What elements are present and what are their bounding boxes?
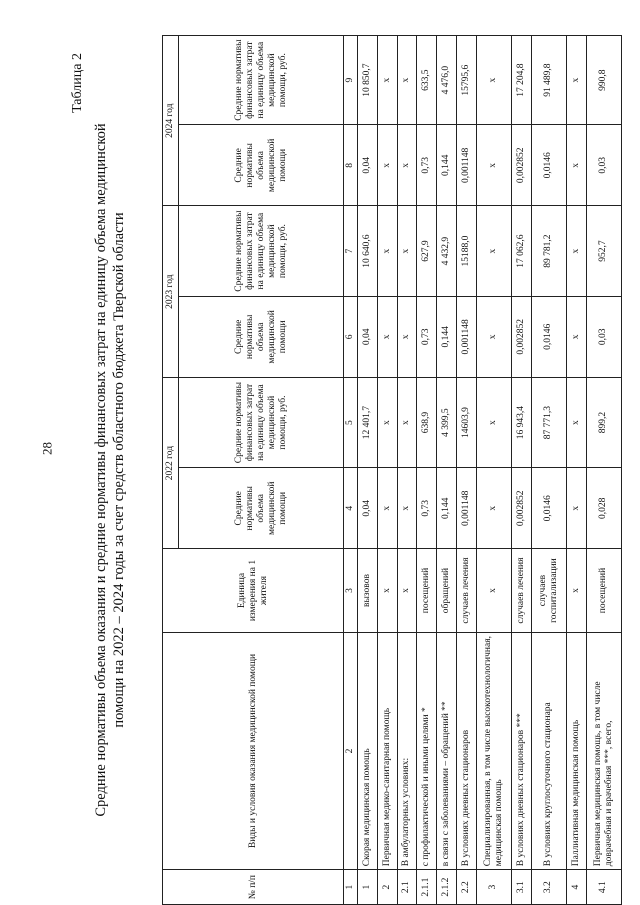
row-name: В условиях дневных стационаров ***: [511, 632, 531, 870]
table-row: [531, 36, 566, 905]
cost-2024: 633,5: [417, 36, 437, 125]
table-title-line-2: помощи на 2022 – 2024 годы за счет средств областного бюджета Тверской области: [111, 212, 127, 728]
volume-2022: х: [377, 468, 397, 549]
cost-2022: 14603,9: [456, 377, 476, 467]
cost-2023: 10 640,6: [358, 206, 378, 296]
column-index: 7: [344, 206, 358, 296]
norms-table: [162, 35, 622, 905]
table-row: [358, 36, 378, 905]
row-name: с профилактической и иными целями *: [417, 632, 437, 870]
column-index: 5: [344, 377, 358, 467]
table-row: [566, 36, 586, 905]
volume-2022: х: [566, 468, 586, 549]
volume-2023: х: [397, 296, 417, 377]
row-number: 4: [566, 870, 586, 905]
volume-2022: 0,04: [358, 468, 378, 549]
cost-2024: 10 850,7: [358, 36, 378, 125]
cost-2022: 899,2: [586, 377, 621, 467]
volume-2023: х: [377, 296, 397, 377]
row-number: 2: [377, 870, 397, 905]
volume-2024: 0,73: [417, 125, 437, 206]
row-number: 2.1: [397, 870, 417, 905]
column-index: 4: [344, 468, 358, 549]
cost-2024: х: [377, 36, 397, 125]
table-label: Таблица 2: [70, 53, 85, 113]
row-unit: х: [377, 549, 397, 632]
header-volume-2024: Средние нормативы объема медицинской помощи: [179, 125, 344, 206]
row-name: Первичная медицинская помощь, в том числе доврачебная и врачебная ***, всего,: [586, 632, 621, 870]
header-year-2023: 2023 год: [163, 206, 179, 377]
cost-2023: 4 432,9: [437, 206, 457, 296]
cost-2023: х: [397, 206, 417, 296]
cost-2024: 91 489,8: [531, 36, 566, 125]
row-unit: обращений: [437, 549, 457, 632]
header-num: № п/п: [163, 870, 344, 905]
table-row: [586, 36, 621, 905]
cost-2023: х: [377, 206, 397, 296]
cost-2024: х: [476, 36, 511, 125]
column-index: 3: [344, 549, 358, 632]
header-cost-2023: Средние нормативы финансовых затрат на единицу объема медицинской помощи, руб.: [179, 206, 344, 296]
rotated-page-content: [70, 35, 630, 905]
column-index: 8: [344, 125, 358, 206]
volume-2024: х: [377, 125, 397, 206]
row-unit: х: [476, 549, 511, 632]
row-unit: случаев лечения: [456, 549, 476, 632]
cost-2024: х: [566, 36, 586, 125]
row-number: 1: [358, 870, 378, 905]
table-row: [476, 36, 511, 905]
cost-2022: 12 401,7: [358, 377, 378, 467]
column-index-row: [344, 36, 358, 905]
row-number: 2.2: [456, 870, 476, 905]
table-row: [437, 36, 457, 905]
cost-2022: 4 399,5: [437, 377, 457, 467]
volume-2022: 0,0146: [531, 468, 566, 549]
row-unit: посещений: [586, 549, 621, 632]
header-cost-2022: Средние нормативы финансовых затрат на единицу объема медицинской помощи, руб.: [179, 377, 344, 467]
cost-2022: 638,9: [417, 377, 437, 467]
cost-2022: х: [397, 377, 417, 467]
volume-2024: 0,0146: [531, 125, 566, 206]
cost-2023: х: [476, 206, 511, 296]
row-name: в связи с заболеваниями – обращений **: [437, 632, 457, 870]
volume-2022: х: [476, 468, 511, 549]
header-unit: Единица измерения на 1 жителя: [163, 549, 344, 632]
volume-2023: х: [476, 296, 511, 377]
volume-2023: 0,144: [437, 296, 457, 377]
volume-2022: 0,144: [437, 468, 457, 549]
cost-2022: х: [566, 377, 586, 467]
volume-2024: 0,002852: [511, 125, 531, 206]
cost-2022: 16 943,4: [511, 377, 531, 467]
table-row: [397, 36, 417, 905]
row-number: 3.2: [531, 870, 566, 905]
volume-2023: х: [566, 296, 586, 377]
column-index: 1: [344, 870, 358, 905]
row-name: В условиях дневных стационаров: [456, 632, 476, 870]
cost-2023: 952,7: [586, 206, 621, 296]
row-unit: случаев лечения: [511, 549, 531, 632]
volume-2024: х: [397, 125, 417, 206]
header-volume-2022: Средние нормативы объема медицинской помощи: [179, 468, 344, 549]
cost-2024: 990,8: [586, 36, 621, 125]
cost-2024: 4 476,0: [437, 36, 457, 125]
table-row: [511, 36, 531, 905]
header-year-2022: 2022 год: [163, 377, 179, 548]
table-row: [417, 36, 437, 905]
table-title-line-1: Средние нормативы объема оказания и средние нормативы финансовых затрат на единицу объема медицинской: [93, 123, 109, 817]
row-number: 3: [476, 870, 511, 905]
volume-2023: 0,001148: [456, 296, 476, 377]
volume-2023: 0,0146: [531, 296, 566, 377]
table-body: [358, 36, 622, 905]
cost-2023: 627,9: [417, 206, 437, 296]
volume-2022: 0,001148: [456, 468, 476, 549]
volume-2024: 0,03: [586, 125, 621, 206]
cost-2023: 15188,0: [456, 206, 476, 296]
row-unit: х: [397, 549, 417, 632]
cost-2023: 17 062,6: [511, 206, 531, 296]
table-row: [456, 36, 476, 905]
row-unit: посещений: [417, 549, 437, 632]
cost-2024: 17 204,8: [511, 36, 531, 125]
row-unit: х: [566, 549, 586, 632]
table-title: [92, 55, 128, 885]
volume-2022: 0,002852: [511, 468, 531, 549]
row-number: 4.1: [586, 870, 621, 905]
column-index: 6: [344, 296, 358, 377]
volume-2024: 0,144: [437, 125, 457, 206]
row-name: В условиях круглосуточного стационара: [531, 632, 566, 870]
row-name: Скорая медицинская помощь: [358, 632, 378, 870]
volume-2024: 0,04: [358, 125, 378, 206]
volume-2022: х: [397, 468, 417, 549]
row-number: 2.1.1: [417, 870, 437, 905]
cost-2024: 15795,6: [456, 36, 476, 125]
header-name: Виды и условия оказания медицинской помощи: [163, 632, 344, 870]
column-index: 2: [344, 632, 358, 870]
volume-2023: 0,002852: [511, 296, 531, 377]
header-volume-2023: Средние нормативы объема медицинской помощи: [179, 296, 344, 377]
row-unit: случаев госпитализации: [531, 549, 566, 632]
volume-2023: 0,03: [586, 296, 621, 377]
cost-2022: х: [476, 377, 511, 467]
header-cost-2024: Средние нормативы финансовых затрат на единицу объема медицинской помощи, руб.: [179, 36, 344, 125]
row-number: 3.1: [511, 870, 531, 905]
table-row: [377, 36, 397, 905]
volume-2023: 0,73: [417, 296, 437, 377]
volume-2024: х: [476, 125, 511, 206]
row-unit: вызовов: [358, 549, 378, 632]
cost-2023: 89 781,2: [531, 206, 566, 296]
volume-2024: х: [566, 125, 586, 206]
cost-2022: х: [377, 377, 397, 467]
row-name: Первичная медико-санитарная помощь: [377, 632, 397, 870]
row-name: В амбулаторных условиях:: [397, 632, 417, 870]
row-number: 2.1.2: [437, 870, 457, 905]
cost-2022: 87 771,3: [531, 377, 566, 467]
row-name: Специализированная, в том числе высокотехнологичная, медицинская помощь: [476, 632, 511, 870]
cost-2023: х: [566, 206, 586, 296]
volume-2023: 0,04: [358, 296, 378, 377]
row-name: Паллиативная медицинская помощь: [566, 632, 586, 870]
volume-2022: 0,028: [586, 468, 621, 549]
page-number: 28: [39, 442, 55, 455]
volume-2024: 0,001148: [456, 125, 476, 206]
volume-2022: 0,73: [417, 468, 437, 549]
column-index: 9: [344, 36, 358, 125]
header-year-2024: 2024 год: [163, 36, 179, 206]
cost-2024: х: [397, 36, 417, 125]
